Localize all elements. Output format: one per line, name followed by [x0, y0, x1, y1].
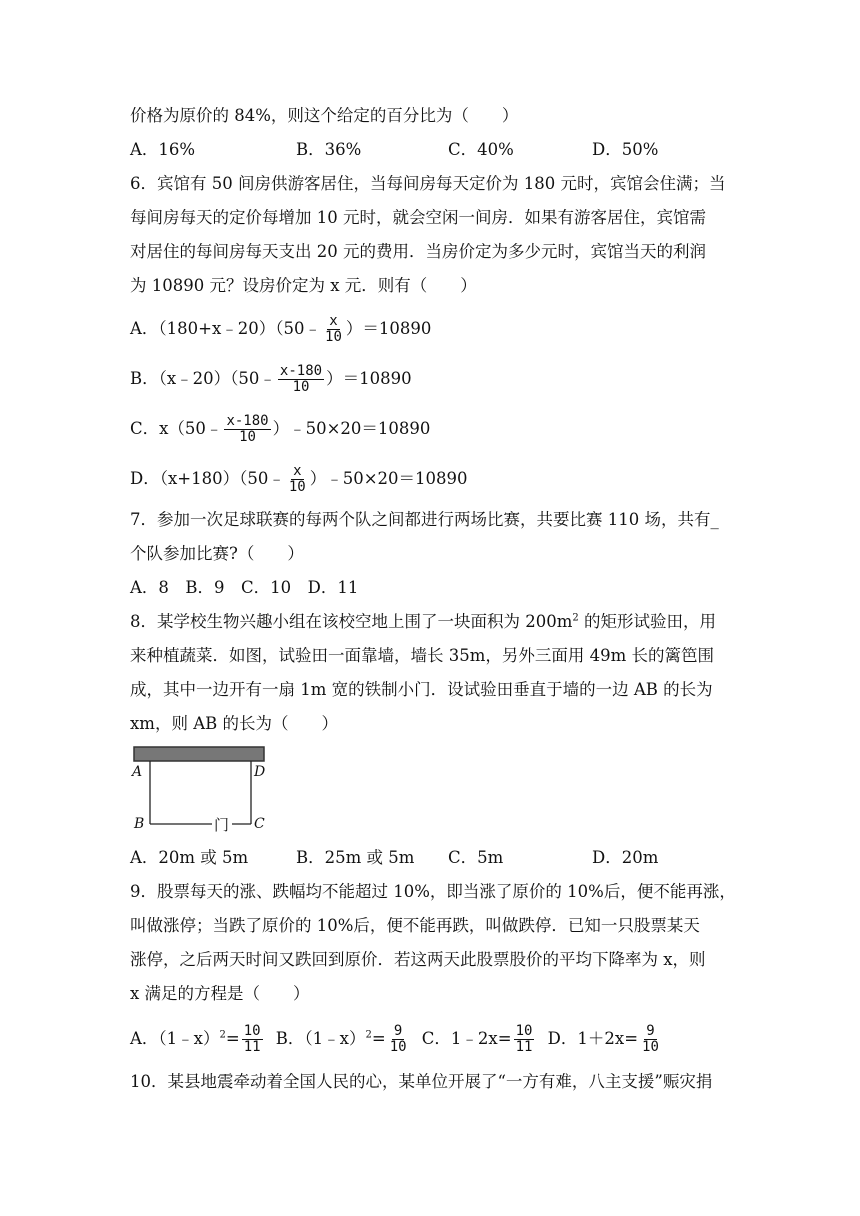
q9-option-a-pre: A．（1﹣x） — [130, 1029, 220, 1048]
q8-option-b: B．25m 或 5m — [296, 848, 415, 867]
q6-line-4: 为 10890 元？设房价定为 x 元．则有（ ） — [130, 276, 477, 295]
label-gate: 门 — [214, 816, 230, 834]
fraction-numerator: 9 — [393, 1023, 403, 1039]
q7-line-2: 个队参加比赛?（ ） — [130, 544, 304, 563]
q9-option-b-pre: B．（1﹣x） — [275, 1029, 366, 1048]
q9-option-a-eq: = — [225, 1029, 240, 1048]
q6-option-b-post: ）＝10890 — [326, 369, 412, 388]
q9-line-4: x 满足的方程是（ ） — [130, 984, 310, 1003]
q9-option-a-sup: 2 — [219, 1029, 226, 1041]
q5-stem-tail: 价格为原价的 84%，则这个给定的百分比为（ ） — [130, 106, 519, 125]
fraction-numerator: x-180 — [226, 413, 269, 429]
q9-line-3: 涨停，之后两天时间又跌回到原价．若这两天此股票股价的平均下降率为 x，则 — [130, 950, 706, 969]
q6-option-d — [130, 464, 468, 495]
q6-option-a-pre: A．（180+x﹣20）（50﹣ — [130, 319, 322, 338]
q6-option-a — [130, 314, 431, 345]
fraction-denominator: 10 — [292, 379, 310, 395]
fraction-denominator: 11 — [243, 1039, 261, 1055]
q9-option-b — [275, 1023, 411, 1055]
wall-rect — [134, 747, 264, 761]
q6-option-a-post: ）＝10890 — [345, 319, 432, 338]
q8-line-1-post: 的矩形试验田，用 — [578, 612, 717, 631]
q9-option-d — [547, 1023, 663, 1055]
q8-line-2: 来种植蔬菜．如图，试验田一面靠墙，墙长 35m，另外三面用 49m 长的篱笆围 — [130, 646, 715, 665]
q8-option-c: C．5m — [448, 848, 504, 867]
q6-option-c — [130, 414, 430, 445]
q9-option-a-fraction — [242, 1024, 263, 1055]
q6-option-b-fraction — [278, 364, 324, 395]
q6-option-c-fraction — [224, 414, 270, 445]
q8-line-1-pre: 8．某学校生物兴趣小组在该校空地上围了一块面积为 200m — [130, 612, 573, 631]
fraction-numerator: 9 — [646, 1023, 655, 1039]
q5-option-b: B．36% — [296, 140, 362, 159]
label-c: C — [254, 816, 265, 832]
q6-option-c-pre: C．x（50﹣ — [130, 419, 223, 438]
fraction-numerator: 10 — [515, 1023, 533, 1039]
q6-option-b — [130, 364, 412, 395]
q8-superscript: 2 — [572, 612, 579, 624]
q8-line-3: 成，其中一边开有一扇 1m 宽的铁制小门．设试验田垂直于墙的一边 AB 的长为 — [130, 680, 713, 699]
fraction-denominator: 10 — [288, 479, 306, 495]
q8-option-a: A．20m 或 5m — [130, 848, 249, 867]
q9-option-c-fraction — [514, 1024, 535, 1055]
q9-option-c — [421, 1023, 537, 1055]
q9-option-b-sup: 2 — [365, 1029, 372, 1041]
q9-option-b-eq: = — [371, 1029, 386, 1048]
q9-option-a — [130, 1023, 265, 1055]
q6-option-d-pre: D．（x+180）（50﹣ — [130, 469, 285, 488]
q5-option-d: D．50% — [592, 140, 659, 159]
q9-line-1: 9．股票每天的涨、跌幅均不能超过 10%，即当涨了原价的 10%后，便不能再涨， — [130, 882, 736, 901]
q9-option-d-fraction — [640, 1024, 661, 1055]
q6-option-a-fraction — [323, 314, 344, 345]
label-d: D — [254, 764, 266, 780]
fraction-numerator: 10 — [243, 1023, 261, 1039]
q10-line-1: 10．某县地震牵动着全国人民的心，某单位开展了“一方有难，八主支援”赈灾捐 — [130, 1072, 713, 1091]
fraction-denominator: 10 — [239, 429, 256, 445]
q5-option-c: C．40% — [448, 140, 514, 159]
fraction-denominator: 11 — [515, 1039, 533, 1055]
q6-option-b-pre: B．（x﹣20）（50﹣ — [130, 369, 276, 388]
q6-option-d-fraction — [287, 464, 308, 495]
q5-option-a: A．16% — [130, 140, 196, 159]
q9-options — [130, 1024, 663, 1055]
q8-line-4: xm，则 AB 的长为（ ） — [130, 714, 338, 733]
fraction-denominator: 10 — [325, 329, 342, 345]
q7-line-1: 7．参加一次足球联赛的每两个队之间都进行两场比赛，共要比赛 110 场，共有_ — [130, 510, 719, 529]
q9-option-d-pre: D．1＋2x= — [547, 1029, 639, 1048]
fraction-numerator: x — [293, 463, 302, 479]
q9-line-2: 叫做涨停；当跌了原价的 10%后，便不能再跌，叫做跌停．已知一只股票某天 — [130, 916, 700, 935]
q6-option-d-post: ）﹣50×20＝10890 — [309, 469, 468, 488]
q9-option-b-fraction — [388, 1024, 409, 1055]
q8-line-1 — [130, 612, 716, 632]
q9-option-c-pre: C．1﹣2x= — [421, 1029, 512, 1048]
q6-line-1: 6．宾馆有 50 间房供游客居住，当每间房每天定价为 180 元时，宾馆会住满；当 — [130, 174, 726, 193]
fraction-denominator: 10 — [642, 1039, 659, 1055]
fraction-numerator: x-180 — [279, 363, 323, 379]
fraction-numerator: x — [329, 313, 338, 329]
q8-figure — [130, 742, 280, 837]
fraction-denominator: 10 — [389, 1039, 407, 1055]
label-b: B — [134, 816, 145, 832]
label-a: A — [132, 764, 143, 780]
q6-line-2: 每间房每天的定价每增加 10 元时，就会空闲一间房．如果有游客居住，宾馆需 — [130, 208, 706, 227]
q8-option-d: D．20m — [592, 848, 659, 867]
q6-option-c-post: ）﹣50×20＝10890 — [272, 419, 431, 438]
q7-options: A．8 B．9 C．10 D．11 — [130, 578, 359, 597]
q6-line-3: 对居住的每间房每天支出 20 元的费用．当房价定为多少元时，宾馆当天的利润 — [130, 242, 706, 261]
